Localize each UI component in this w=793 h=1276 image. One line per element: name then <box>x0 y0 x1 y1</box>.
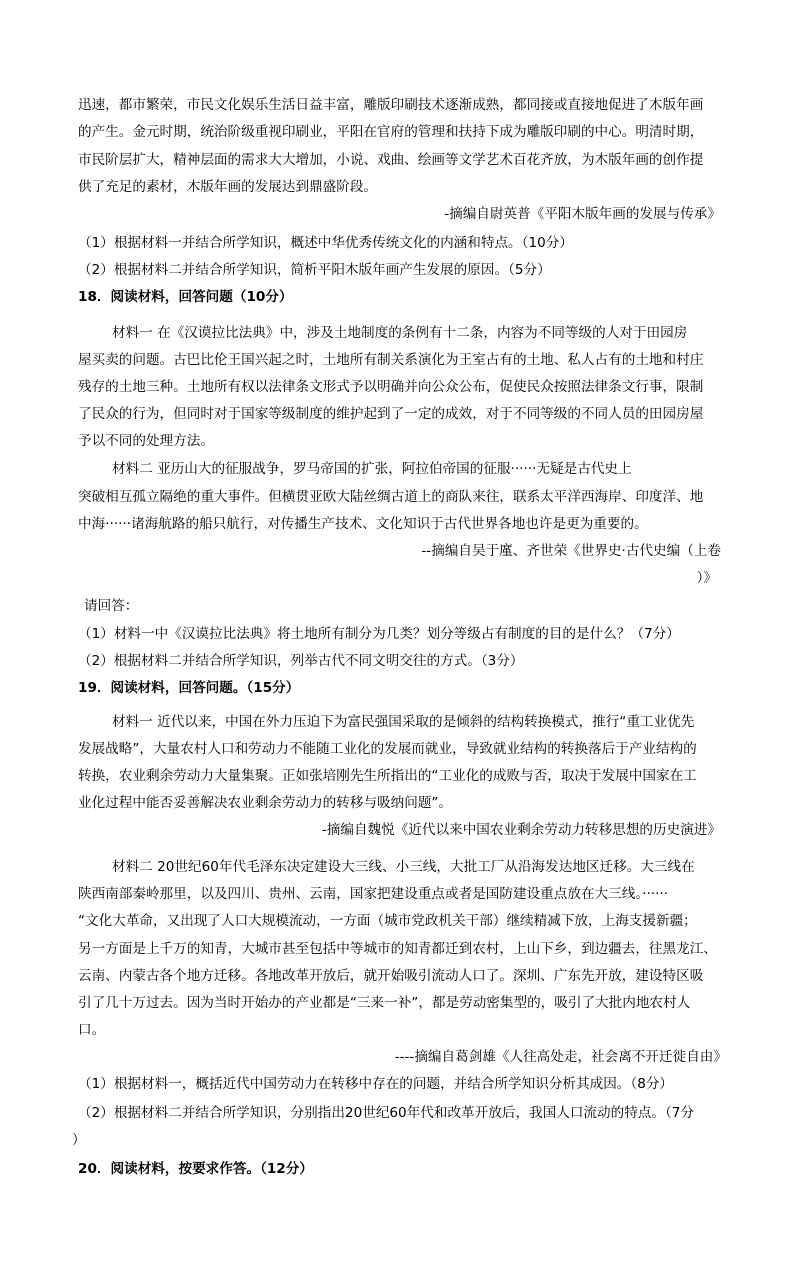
answer-prompt: 请回答： <box>84 598 139 614</box>
question-line-tail: ） <box>72 1132 86 1148</box>
source-citation-tail: ）》 <box>696 570 717 586</box>
source-citation: --摘编自吴于廑、齐世荣《世界史·古代史编（上卷 <box>421 543 721 559</box>
material-line: 予以不同的处理方法。 <box>78 433 214 449</box>
material-line: 了民众的行为，但同时对于国家等级制度的维护起到了一定的成效，对于不同等级的不同人员的田园房屋 <box>78 406 704 422</box>
source-citation: ----摘编自葛剑雄《人往高处走，社会离不开迁徙自由》 <box>394 1049 727 1065</box>
material-line: 口。 <box>78 1022 106 1038</box>
question-line: （1）根据材料一并结合所学知识，概述中华优秀传统文化的内涵和特点。（10分） <box>78 235 573 251</box>
question-line: （2）根据材料二并结合所学知识，简析平阳木版年画产生发展的原因。（5分） <box>78 262 551 278</box>
material-line: 云南、内蒙古各个地方迁移。各地改革开放后，就开始吸引流动人口了。深圳、广东先开放，建设特区吸 <box>78 968 704 984</box>
material-line: 材料一 近代以来，中国在外力压迫下为富民强国采取的是倾斜的结构转换模式，推行“重工业优先 <box>112 714 695 730</box>
paragraph-line: 的产生。金元时期，统治阶级重视印刷业，平阳在官府的管理和扶持下成为雕版印刷的中心。明清时期， <box>78 124 704 140</box>
material-line: 残存的土地三种。土地所有权以法律条文形式予以明确并向公众公布，促使民众按照法律条文行事，限制 <box>78 379 704 395</box>
material-line: 材料二 亚历山大的征服战争，罗马帝国的扩张，阿拉伯帝国的征服······无疑是古代史上 <box>112 461 632 477</box>
question-line: （1）根据材料一，概括近代中国劳动力在转移中存在的问题，并结合所学知识分析其成因。（8分） <box>78 1076 674 1092</box>
material-line: 业化过程中能否妥善解决农业剩余劳动力的转移与吸纳问题”。 <box>78 795 453 811</box>
material-line: 引了几十万过去。因为当时开始办的产业都是“三来一补”，都是劳动密集型的，吸引了大批内地农村人 <box>78 995 691 1011</box>
question-line: （1）材料一中《汉谟拉比法典》将土地所有制分为几类？划分等级占有制度的目的是什么？（7分） <box>78 626 680 642</box>
question-heading: 20．阅读材料，按要求作答。（12分） <box>78 1161 313 1177</box>
question-line: （2）根据材料二并结合所学知识，分别指出20世纪60年代和改革开放后，我国人口流动的特点。（7分 <box>78 1105 695 1121</box>
paragraph-line: 市民阶层扩大，精神层面的需求大大增加，小说、戏曲、绘画等文学艺术百花齐放，为木版年画的创作提 <box>78 152 704 168</box>
paragraph-line: 迅速，都市繁荣，市民文化娱乐生活日益丰富，雕版印刷技术逐渐成熟，都同接或直接地促进了木版年画 <box>78 97 704 113</box>
material-line: 材料二 20世纪60年代毛泽东决定建设大三线、小三线，大批工厂从沿海发达地区迁移。大三线在 <box>112 859 695 875</box>
material-line: 另一方面是上千万的知青，大城市甚至包括中等城市的知青都迁到农村，上山下乡，到边疆去，往黑龙江、 <box>78 941 717 957</box>
material-line: 中海······诸海航路的船只航行，对传播生产技术、文化知识于古代世界各地也许是更为重要的。 <box>78 516 648 532</box>
material-line: 发展战略”，大量农村人口和劳动力不能随工业化的发展而就业，导致就业结构的转换落后于产业结构的 <box>78 741 697 757</box>
material-line: 材料一 在《汉谟拉比法典》中，涉及土地制度的条例有十二条，内容为不同等级的人对于田园房 <box>112 325 688 341</box>
material-line: 屋买卖的问题。古巴比伦王国兴起之时，土地所有制关系演化为王室占有的土地、私人占有的土地和村庄 <box>78 352 704 368</box>
question-line: （2）根据材料二并结合所学知识，列举古代不同文明交往的方式。（3分） <box>78 653 524 669</box>
source-citation: -摘编自魏悦《近代以来中国农业剩余劳动力转移思想的历史演进》 <box>321 822 721 838</box>
source-citation: -摘编自尉英普《平阳木版年画的发展与传承》 <box>444 206 721 222</box>
question-heading: 19．阅读材料，回答问题。（15分） <box>78 680 300 696</box>
question-heading: 18．阅读材料，回答问题（10分） <box>78 289 293 305</box>
paragraph-line: 供了充足的素材，木版年画的发展达到鼎盛阶段。 <box>78 179 378 195</box>
material-line: 陕西南部秦岭那里，以及四川、贵州、云南，国家把建设重点或者是国防建设重点放在大三线。······ <box>78 886 669 902</box>
material-line: 转换，农业剩余劳动力大量集聚。正如张培刚先生所指出的“工业化的成败与否，取决于发展中国家在工 <box>78 768 697 784</box>
material-line: 突破相互孤立隔绝的重大事件。但横贯亚欧大陆丝绸古道上的商队来往，联系太平洋西海岸、印度洋、地 <box>78 489 704 505</box>
material-line: “文化大革命，又出现了人口大规模流动，一方面（城市党政机关干部）继续精减下放，上海支援新疆； <box>78 913 697 929</box>
